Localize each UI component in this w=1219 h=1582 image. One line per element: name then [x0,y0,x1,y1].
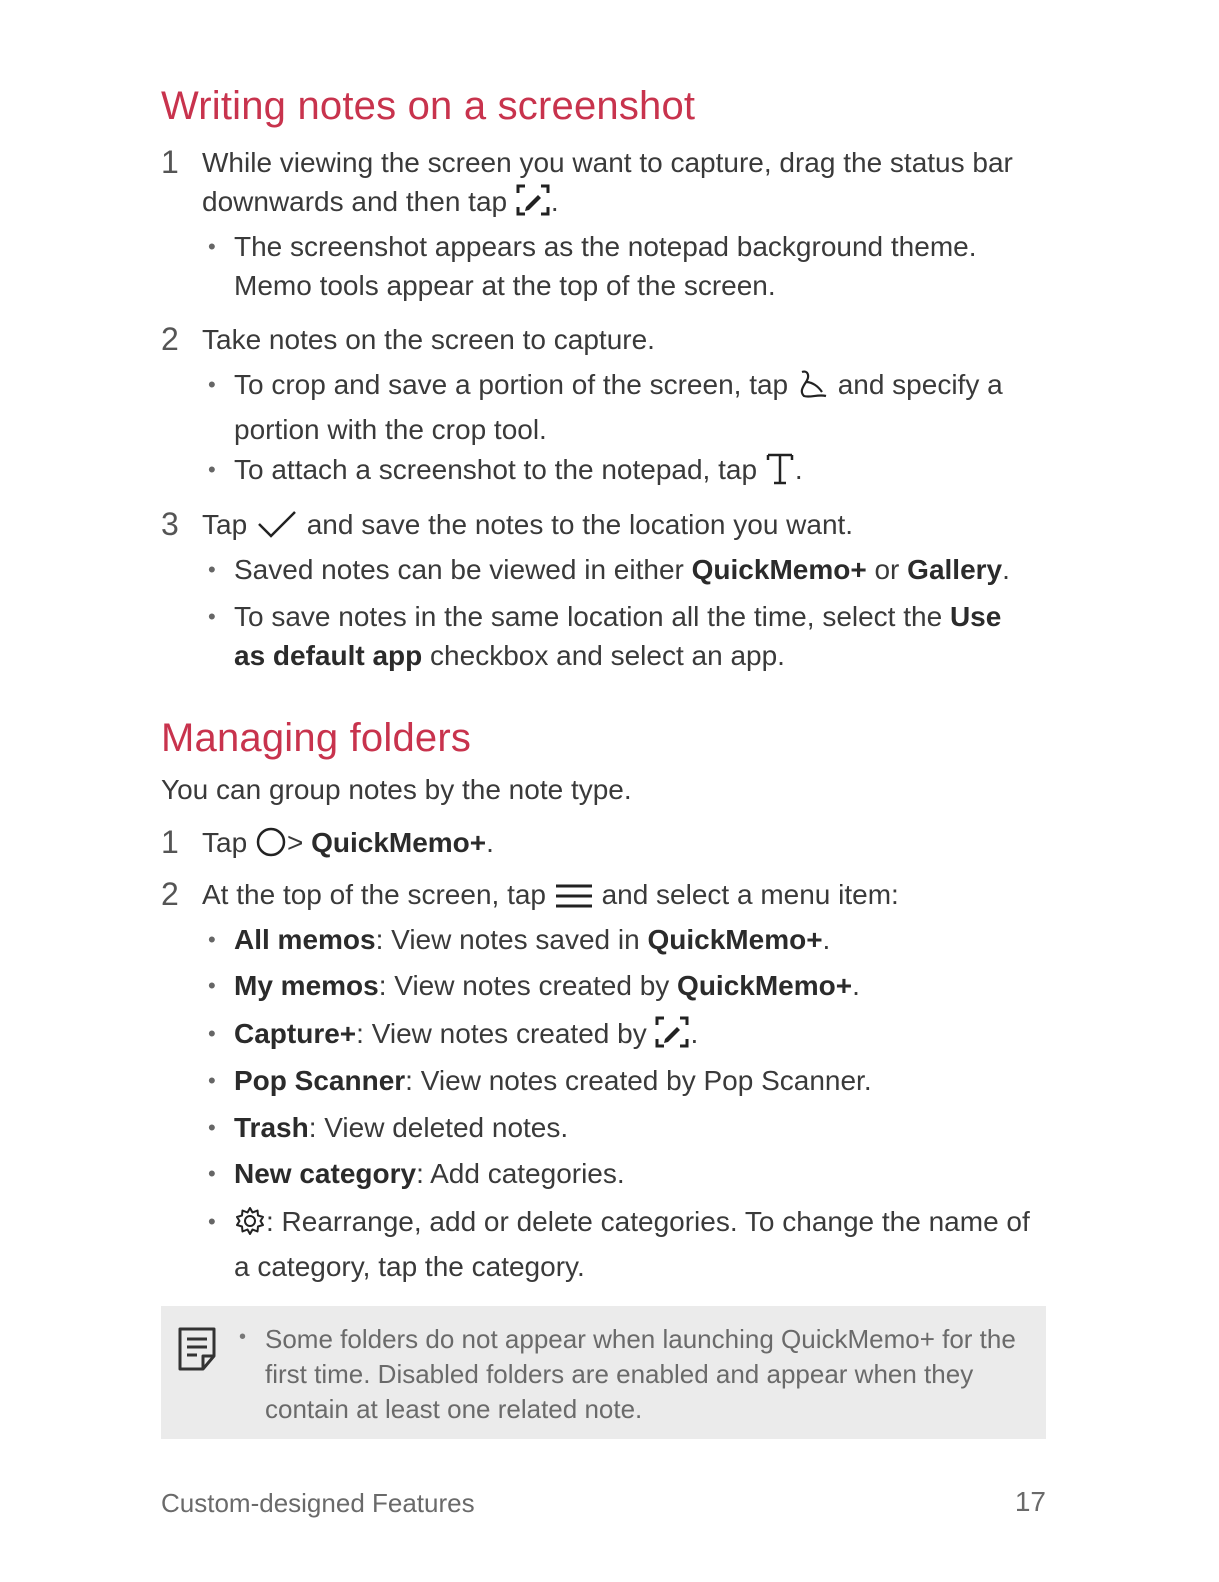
bullet-dot: • [208,557,216,582]
bullet-dot: • [208,604,216,629]
bullet-dot: • [208,1115,216,1140]
bullet-dot: • [208,1209,216,1234]
bullet-text-a: Saved notes can be viewed in either [234,554,684,585]
item-text: : View notes created by [356,1018,647,1049]
section-title-writing-notes: Writing notes on a screenshot [161,84,696,128]
step-number: 2 [161,321,179,357]
item-text: : View deleted notes. [308,1112,569,1143]
bullet-text [234,597,1034,675]
bullet-text [234,550,1034,589]
bullet-text [234,966,1034,1005]
bullet-dot: • [208,234,216,259]
capture-plus-icon [515,183,551,227]
footer-section-name: Custom-designed Features [161,1488,475,1518]
step-text-gt: > [286,827,304,858]
item-end: . [822,924,831,955]
bullet-text [234,1202,1034,1286]
bullet-dot: • [208,372,216,397]
bullet-text [234,1154,1034,1193]
step-text [202,143,1047,227]
bullet-text-a: To save notes in the same location all the time, select the [234,601,943,632]
bullet-dot: • [208,927,216,952]
item-text: : View notes saved in [375,924,648,955]
bullet-text [234,450,1034,495]
step-text-end: . [486,827,494,858]
bullet-dot: • [208,1068,216,1093]
step-number: 3 [161,506,179,542]
capture-plus-icon [654,1015,690,1059]
item-label: All memos [234,924,376,955]
item-bold: QuickMemo+ [677,970,853,1001]
bullet-dot: • [239,1326,247,1348]
item-label: Pop Scanner [234,1065,406,1096]
step-text-b: . [550,186,559,217]
step-text: Take notes on the screen to capture. [202,324,655,355]
item-label: New category [234,1158,417,1189]
bold-quickmemo: QuickMemo+ [691,554,867,585]
bold-gallery: Gallery [907,554,1003,585]
text-icon [765,451,795,495]
bold-quickmemo: QuickMemo+ [311,827,487,858]
note-text: Some folders do not appear when launching QuickMemo+ for the first time. Disabled folders are enabled and appear when they contain at least one related note. [265,1324,1016,1424]
item-text: : Add categories. [416,1158,625,1189]
bullet-text [234,1014,1034,1059]
step-text-a: Tap [202,509,248,540]
crop-icon [796,368,830,410]
item-label: My memos [234,970,379,1001]
home-circle-icon [255,826,287,868]
step-number: 2 [161,876,179,912]
bullet-text [234,365,1034,449]
bullet-text: The screenshot appears as the notepad background theme. Memo tools appear at the top of the screen. [234,231,977,301]
bullet-text [234,1108,1034,1147]
step-text-a: While viewing the screen you want to capture, drag the status bar downwards and then tap [202,147,1013,217]
step-text-b: and select a menu item: [601,879,899,910]
bullet-text-b: and specify a portion with the crop tool. [234,369,1003,445]
bullet-text-mid: or [874,554,900,585]
item-end: . [852,970,860,1001]
bullet-text-end: . [1002,554,1010,585]
gear-icon [234,1205,266,1247]
bullet-text-c: checkbox and select an app. [430,640,785,671]
bullet-text [234,920,1034,959]
item-label: Capture+ [234,1018,357,1049]
step-text [202,823,1047,868]
note-box [161,1306,1046,1439]
step-text-b: and save the notes to the location you want. [306,509,854,540]
item-end: . [690,1018,699,1049]
item-text: : View notes created by [378,970,678,1001]
bullet-text-b: . [794,454,803,485]
item-bold: QuickMemo+ [647,924,823,955]
bullet-dot: • [208,457,216,482]
step-number: 1 [161,144,179,180]
bullet-text-a: To attach a screenshot to the notepad, tap [234,454,758,485]
step-text-a: At the top of the screen, tap [202,879,546,910]
bullet-text-a: To crop and save a portion of the screen, tap [234,369,789,400]
bullet-dot: • [208,1021,216,1046]
section-title-managing-folders: Managing folders [161,716,472,760]
bullet-dot: • [208,1161,216,1186]
checkmark-icon [255,508,299,550]
menu-icon [554,881,594,920]
page-number: 17 [1014,1486,1046,1517]
section-intro: You can group notes by the note type. [161,774,632,805]
bullet-text [234,1061,1034,1100]
step-number: 1 [161,824,179,860]
bullet-dot: • [208,973,216,998]
item-text: : Rearrange, add or delete categories. To change the name of a category, tap the category. [234,1206,1030,1282]
bold-use-as-default-app: Use as default app [234,601,1002,671]
step-text [202,875,1047,920]
step-text-a: Tap [202,827,248,858]
step-text [202,505,1047,550]
item-label: Trash [234,1112,309,1143]
note-icon [177,1326,217,1377]
item-text: : View notes created by Pop Scanner. [405,1065,872,1096]
